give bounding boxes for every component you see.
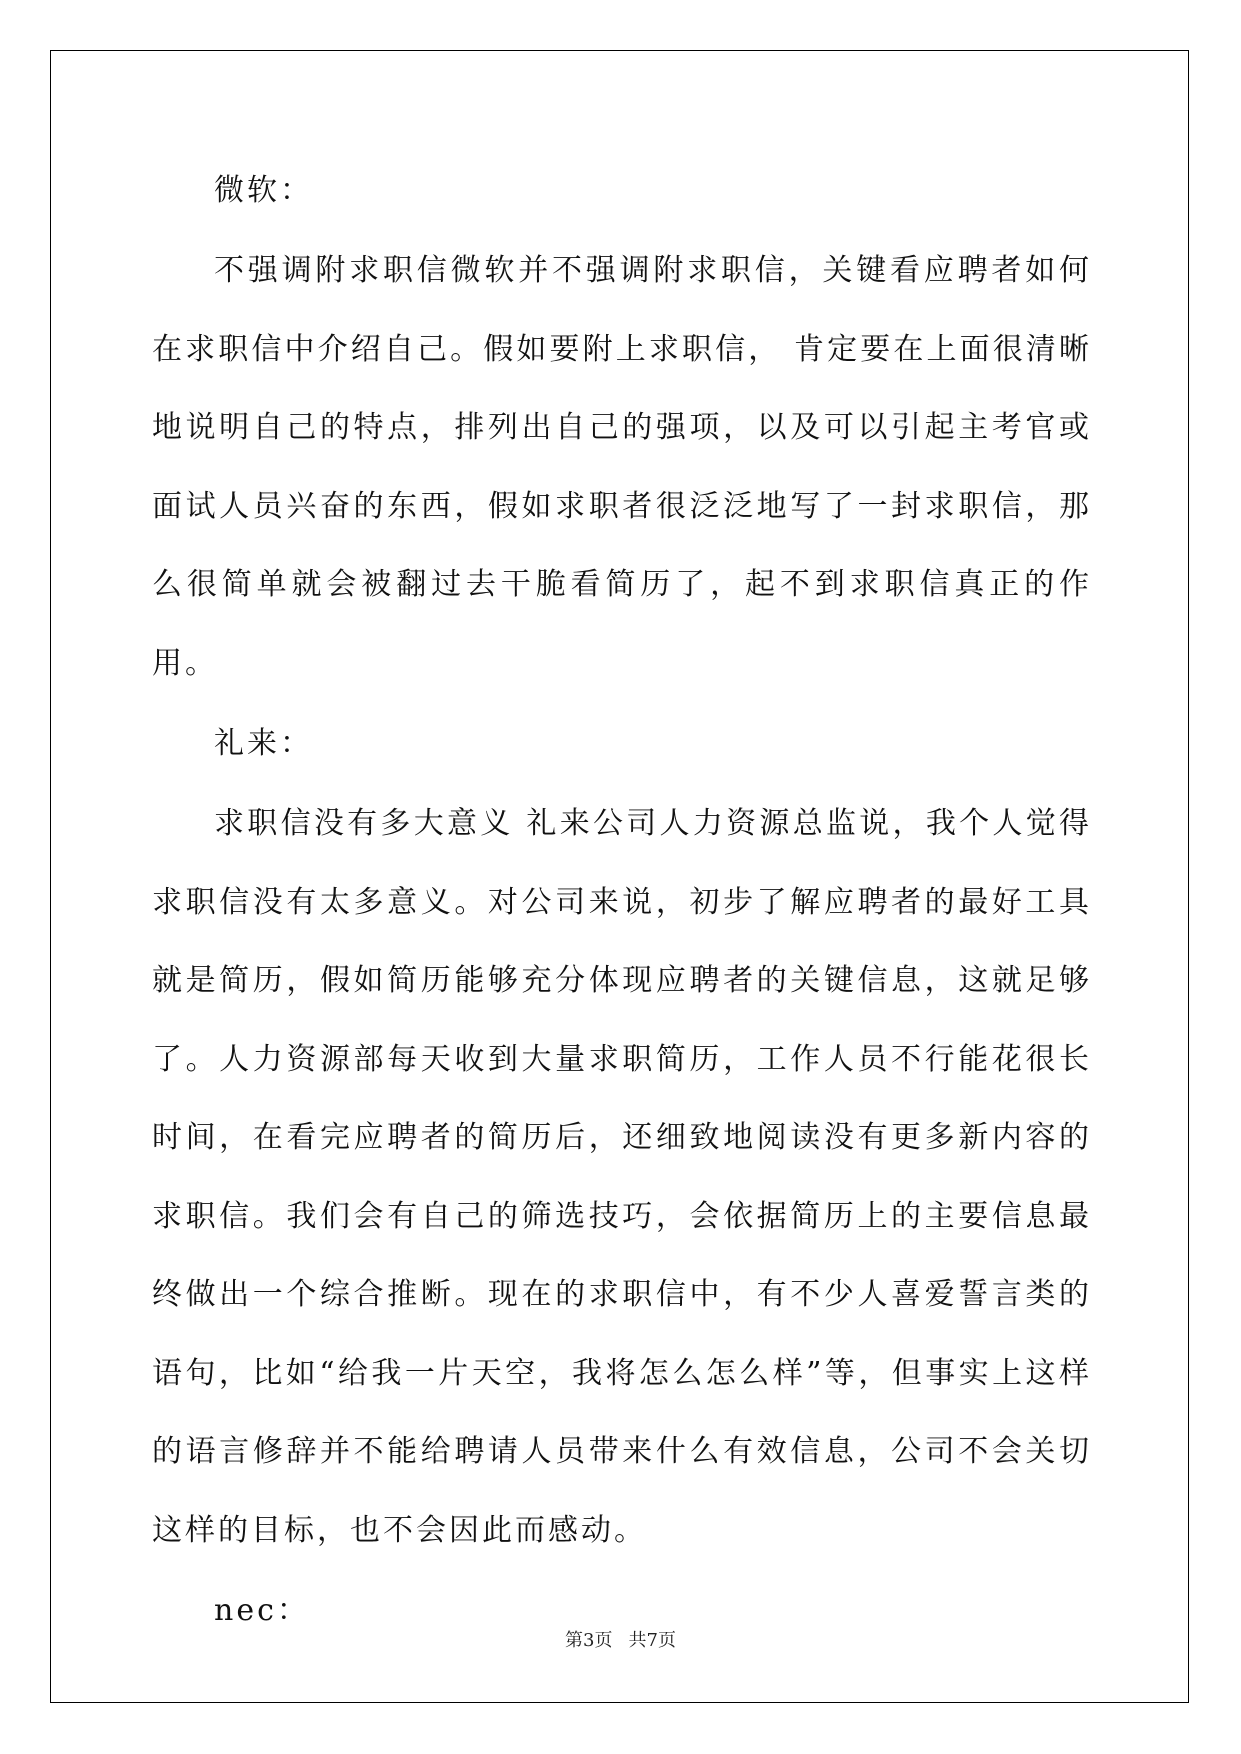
section-heading-microsoft: 微软： <box>214 173 313 208</box>
page-total: 共7页 <box>628 1630 676 1651</box>
page-footer <box>0 1626 1241 1652</box>
page-number: 第3页 <box>565 1630 613 1651</box>
section-heading-nec: nec： <box>214 1593 310 1628</box>
section-paragraph-microsoft: 不强调附求职信微软并不强调附求职信，关键看应聘者如何在求职信中介绍自己。假如要附上求职信， 肯定要在上面很清晰地说明自己的特点，排列出自己的强项，以及可以引起主考官或面试人员兴奋的东西，假如求职者很泛泛地写了一封求职信，那么很简单就会被翻过去干脆看简历了，起不到求职信真正的作用。 <box>152 253 1092 681</box>
document-body <box>152 150 1092 1652</box>
section-paragraph-lilly: 求职信没有多大意义 礼来公司人力资源总监说，我个人觉得求职信没有太多意义。对公司来说，初步了解应聘者的最好工具就是简历，假如简历能够充分体现应聘者的关键信息，这就足够了。人力资源部每天收到大量求职简历，工作人员不行能花很长时间，在看完应聘者的简历后，还细致地阅读没有更多新内容的求职信。我们会有自己的筛选技巧，会依据简历上的主要信息最终做出一个综合推断。现在的求职信中，有不少人喜爱誓言类的语句，比如“给我一片天空，我将怎么怎么样”等，但事实上这样的语言修辞并不能给聘请人员带来什么有效信息，公司不会关切这样的目标，也不会因此而感动。 <box>152 806 1092 1548</box>
section-heading-lilly: 礼来： <box>214 726 313 761</box>
